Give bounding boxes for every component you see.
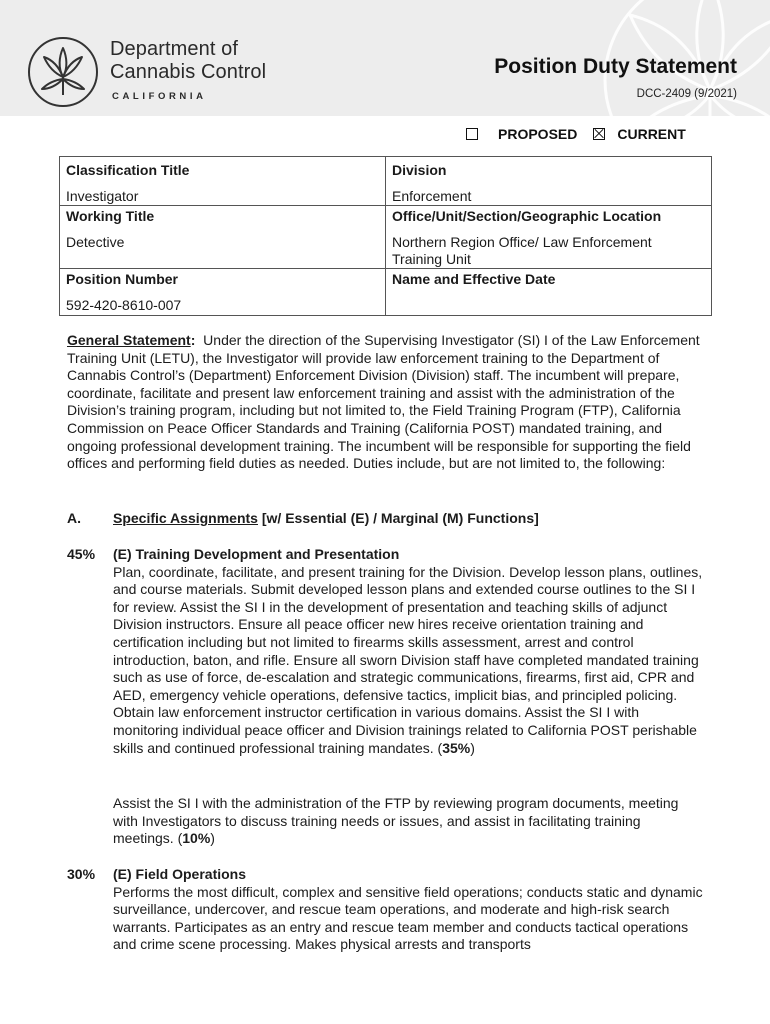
- duty-1: (E) Training Development and Presentation Plan, coordinate, facilitate, and present training for the Division. Develop lesson plans, outlines, and course materials. Submit developed lesson plans and extended course outlines to the SI I for review. Assist the SI I in the development of presentation and teaching skills of adjunct Division instructors. Ensure all peace officer new hires receive orientation training and certification including but not limited to firearms skills assessment, arrest and control introduction, baton, and rifle. Ensure all sworn Division staff have completed mandated training such as use of force, de-escalation and strategic communications, firearms, first aid, CPR and AED, emergency vehicle operations, defensive tactics, implicit bias, and principled policing. Obtain law enforcement instructor certification in various domains. Assist the SI I with monitoring individual peace officer and Division trainings related to California POST perishable skills and continued professional training mandates. (35%): [113, 546, 703, 756]
- duty-2: [113, 866, 703, 954]
- duty-2-percent: 30%: [67, 866, 96, 882]
- working-title-label: Working Title: [66, 208, 155, 224]
- duty-1-part-2: Assist the SI I with the administration of the FTP by reviewing program documents, meeting with Investigators to discuss training needs or issues, and assist in facilitating training meetings. (10%): [113, 795, 679, 847]
- division-label: Division: [392, 162, 447, 178]
- office-cell: [386, 206, 712, 269]
- table-row: [60, 157, 712, 206]
- classification-value: Investigator: [66, 188, 139, 204]
- classification-cell: [60, 157, 386, 206]
- current-label: CURRENT: [617, 126, 686, 142]
- section-a-suffix: [w/ Essential (E) / Marginal (M) Functions]: [261, 510, 539, 526]
- duty-2-text-1: Performs the most difficult, complex and sensitive field operations; conducts static and dynamic surveillance, undercover, and rescue team operations, and moderate and high-risk search warrants. Participates as an entry and rescue team member and conducts tactical operations and crime scene processing. Makes physical arrests and transports: [113, 883, 703, 953]
- working-title-cell: [60, 206, 386, 269]
- proposed-checkbox[interactable]: [466, 128, 478, 140]
- table-row: [60, 206, 712, 269]
- division-value: Enforcement: [392, 188, 472, 204]
- name-date-label: Name and Effective Date: [392, 271, 556, 287]
- form-number: DCC-2409 (9/2021): [636, 88, 737, 100]
- general-statement-colon: :: [190, 332, 196, 348]
- section-a-title-row: [113, 510, 539, 528]
- department-state: CALIFORNIA: [112, 91, 207, 102]
- position-number-value: 592-420-8610-007: [66, 297, 182, 313]
- name-date-cell: [386, 269, 712, 316]
- office-label: Office/Unit/Section/Geographic Location: [392, 208, 662, 224]
- position-number-cell: [60, 269, 386, 316]
- status-row: [466, 126, 686, 142]
- duty-2-heading: (E) Field Operations: [113, 866, 247, 882]
- header-band: [0, 0, 770, 116]
- dcc-logo-icon: [26, 35, 100, 109]
- section-a-letter: A.: [67, 510, 81, 526]
- general-statement-label: General Statement: [67, 332, 191, 348]
- duty-1-subpercent-2: 10%: [182, 830, 211, 847]
- working-title-value: Detective: [66, 234, 125, 250]
- general-statement-text: Under the direction of the Supervising Investigator (SI) I of the Law Enforcement Training Unit (LETU), the Investigator will provide law enforcement training to the Department of Cannabis Control’s (Department) Enforcement Division (Division) staff. The incumbent will prepare, coordinate, facilitate and present law enforcement training and assist with the administration of the Division’s training program, including but not limited to, the Field Training Program (FTP), California Commission on Peace Officer Standards and Training (California POST) mandated training, and ongoing professional development training. The incumbent will be responsible for supporting the field offices and performing field duties as needed. Duties include, but are not limited to, the following:: [67, 332, 700, 472]
- section-a-title: Specific Assignments: [113, 510, 258, 526]
- department-line-2: Cannabis Control: [110, 61, 267, 83]
- classification-label: Classification Title: [66, 162, 190, 178]
- duty-1-subpercent-1: 35%: [442, 739, 471, 756]
- current-checkbox[interactable]: [593, 128, 605, 140]
- office-value: Northern Region Office/ Law Enforcement Training Unit: [392, 234, 652, 267]
- general-statement: [67, 332, 707, 473]
- division-cell: [386, 157, 712, 206]
- department-name: [110, 38, 266, 84]
- duty-1-text-2: Assist the SI I with the administration of the FTP by reviewing program documents, meeting with Investigators to discuss training needs or issues, and assist in facilitating training meetings.: [113, 795, 679, 847]
- department-line-1: Department of: [110, 38, 239, 60]
- duty-1-heading: (E) Training Development and Presentation: [113, 546, 400, 562]
- position-number-label: Position Number: [66, 271, 179, 287]
- duty-1-text-1: Plan, coordinate, facilitate, and present training for the Division. Develop lesson plans, outlines, and course materials. Submit developed lesson plans and extended course outlines to the SI I for review. Assist the SI I in the development of presentation and teaching skills of adjunct Division instructors. Ensure all peace officer new hires receive orientation training and certification including but not limited to firearms skills assessment, arrest and control introduction, baton, and rifle. Ensure all sworn Division staff have completed mandated training such as use of force, de-escalation and strategic communications, firearms, first aid, CPR and AED, emergency vehicle operations, defensive tactics, implicit bias, and principled policing. Obtain law enforcement instructor certification in various domains. Assist the SI I with monitoring individual peace officer and Division trainings related to California POST perishable skills and continued professional training mandates.: [113, 563, 703, 756]
- page-title: Position Duty Statement: [494, 55, 737, 78]
- proposed-label: PROPOSED: [498, 126, 578, 142]
- position-info-table: [59, 156, 712, 316]
- duty-1-percent: 45%: [67, 546, 96, 562]
- section-a-heading: [67, 510, 81, 528]
- table-row: [60, 269, 712, 316]
